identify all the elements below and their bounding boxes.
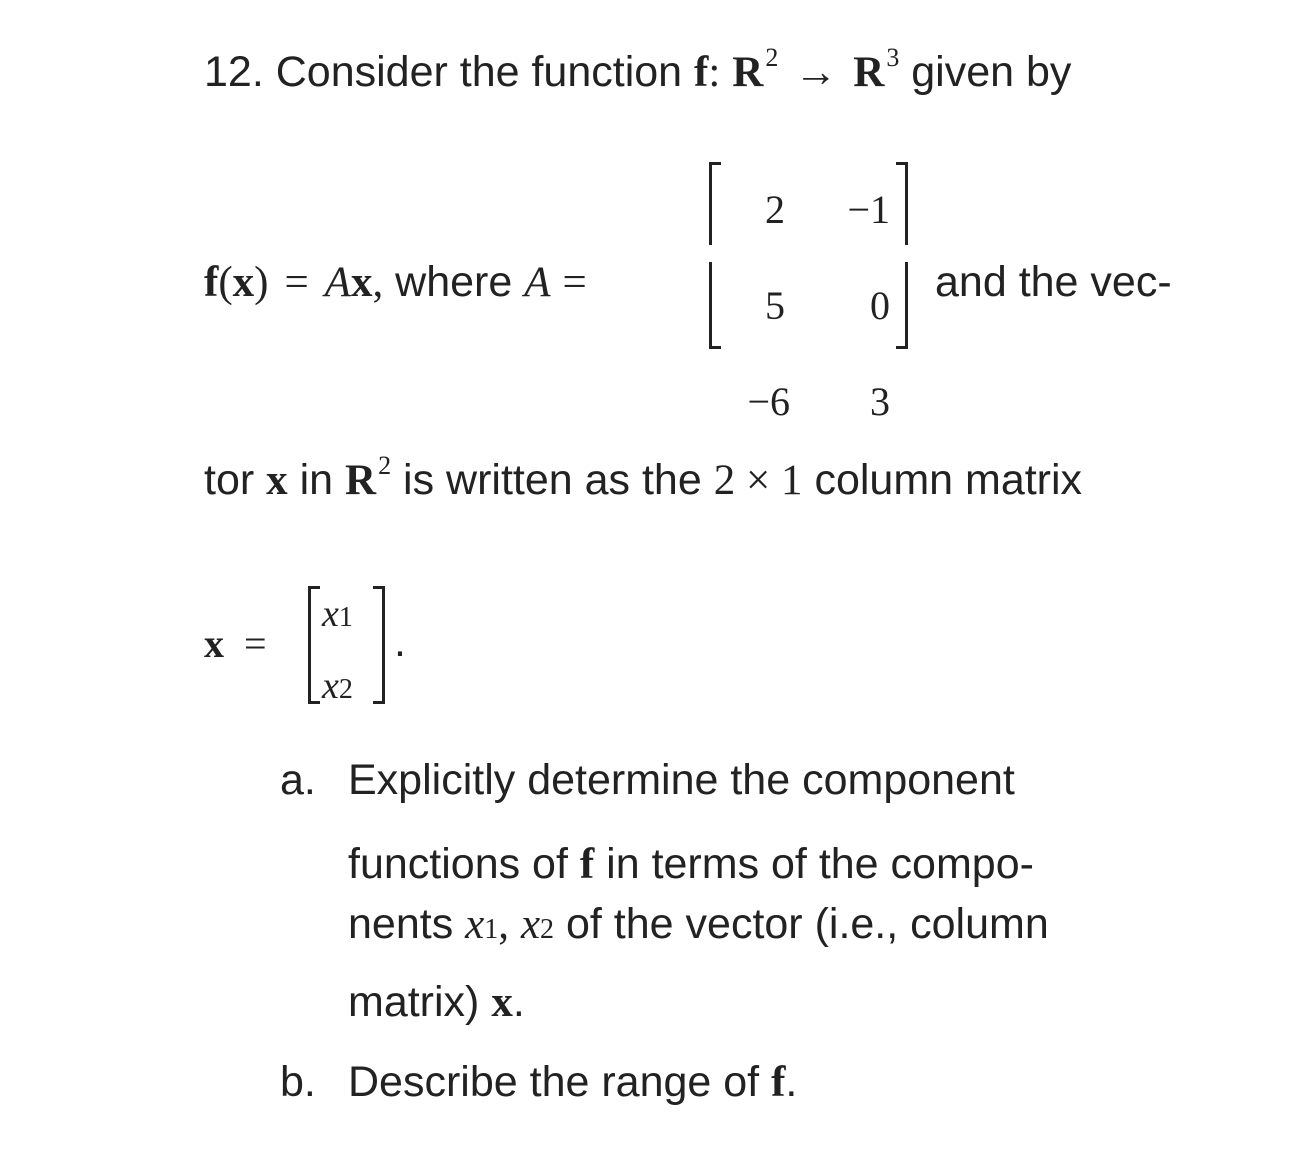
matrix-A-r3c1: −6 [747, 379, 790, 424]
vector-entry-1 [322, 592, 353, 636]
part-b-label: b. [280, 1058, 316, 1106]
lhs-f: f [204, 259, 219, 306]
matrix-A-r1c2: −1 [847, 187, 890, 232]
comma: , [372, 259, 384, 306]
part-a-x-symbol: x [491, 979, 513, 1026]
part-a-line-2 [348, 840, 1034, 889]
matrix-A-r1c1: 2 [765, 187, 785, 232]
lhs-close-paren: ) [254, 259, 269, 306]
R-symbol: R [345, 457, 377, 504]
vector-right-bracket [373, 586, 385, 704]
matrix-A-right-bracket-bottom [896, 262, 908, 349]
part-b-period: . [785, 1058, 798, 1106]
vector-left-bracket [308, 586, 320, 704]
part-a-x2-sub: 2 [540, 914, 555, 945]
definition-continuation: and the vec- [935, 258, 1172, 306]
matrix-A-left-bracket-bottom [709, 262, 721, 349]
colon: : [708, 49, 721, 96]
matrix-dimensions: 2 × 1 [713, 457, 803, 504]
function-symbol: f [694, 49, 709, 96]
equals-sign: = [284, 259, 309, 306]
x-vector-lhs: x [204, 621, 224, 666]
matrix-A-left-bracket-top [709, 162, 721, 245]
part-a-line3-post: of the vector (i.e., column [566, 900, 1049, 948]
problem-statement-line [204, 43, 1072, 97]
entry1-var: x [322, 593, 339, 635]
part-b-text: Describe the range of [348, 1058, 760, 1106]
part-a-line-1: Explicitly determine the component [348, 756, 1015, 804]
written-as-text: is written as the [403, 456, 702, 504]
matrix-A-r2c2: 0 [870, 283, 890, 328]
matrix-A-r3c2: 3 [870, 379, 890, 424]
part-b-f-symbol: f [771, 1059, 786, 1106]
where-text: where [395, 258, 513, 306]
domain-exponent: 2 [765, 43, 779, 72]
vector-entry-2 [322, 664, 353, 708]
matrix-A-right-bracket-top [896, 162, 908, 245]
part-a-line2-pre: functions of [348, 840, 568, 888]
vector-description-line [204, 451, 1083, 505]
entry1-sub: 1 [338, 602, 353, 633]
tor-text: tor [204, 456, 255, 504]
part-a-period: . [512, 978, 525, 1026]
x-vector-equals: = [244, 621, 267, 666]
x-vector-symbol: x [350, 259, 373, 306]
entry2-sub: 2 [338, 674, 353, 705]
part-a-x1-var: x [465, 901, 485, 948]
domain-R: R [732, 49, 764, 96]
part-a-label: a. [280, 756, 316, 804]
part-a-line-4 [348, 978, 525, 1027]
x-vector-symbol-2: x [266, 457, 288, 504]
codomain-R: R [853, 49, 885, 96]
part-a-line2-post: in terms of the compo- [606, 840, 1034, 888]
in-text: in [299, 456, 334, 504]
part-a-comma: , [498, 901, 509, 948]
lhs-open-paren: ( [218, 259, 233, 306]
vector-period: . [394, 618, 406, 666]
matrix-A-symbol-2: A [524, 259, 551, 306]
lhs-x: x [232, 259, 255, 306]
R-exponent: 2 [378, 451, 392, 480]
part-a-f-symbol: f [579, 841, 595, 888]
part-a-line4-pre: matrix) [348, 978, 480, 1026]
given-by-text: given by [911, 48, 1072, 96]
matrix-A-r2c1: 5 [765, 283, 785, 328]
arrow: → [794, 49, 838, 96]
part-a-line3-pre: nents [348, 900, 454, 948]
problem-number: 12. [204, 48, 264, 96]
equals-sign-2: = [562, 259, 587, 306]
part-b-line [348, 1058, 797, 1107]
column-matrix-text: column matrix [814, 456, 1083, 504]
problem-intro: Consider the function [275, 48, 683, 96]
entry2-var: x [322, 665, 339, 707]
part-a-x2-var: x [520, 901, 541, 948]
definition-line [204, 258, 587, 307]
matrix-A-symbol: A [324, 259, 351, 306]
part-a-x1-sub: 1 [484, 914, 499, 945]
part-a-line-3 [348, 900, 1049, 949]
codomain-exponent: 3 [886, 43, 900, 72]
